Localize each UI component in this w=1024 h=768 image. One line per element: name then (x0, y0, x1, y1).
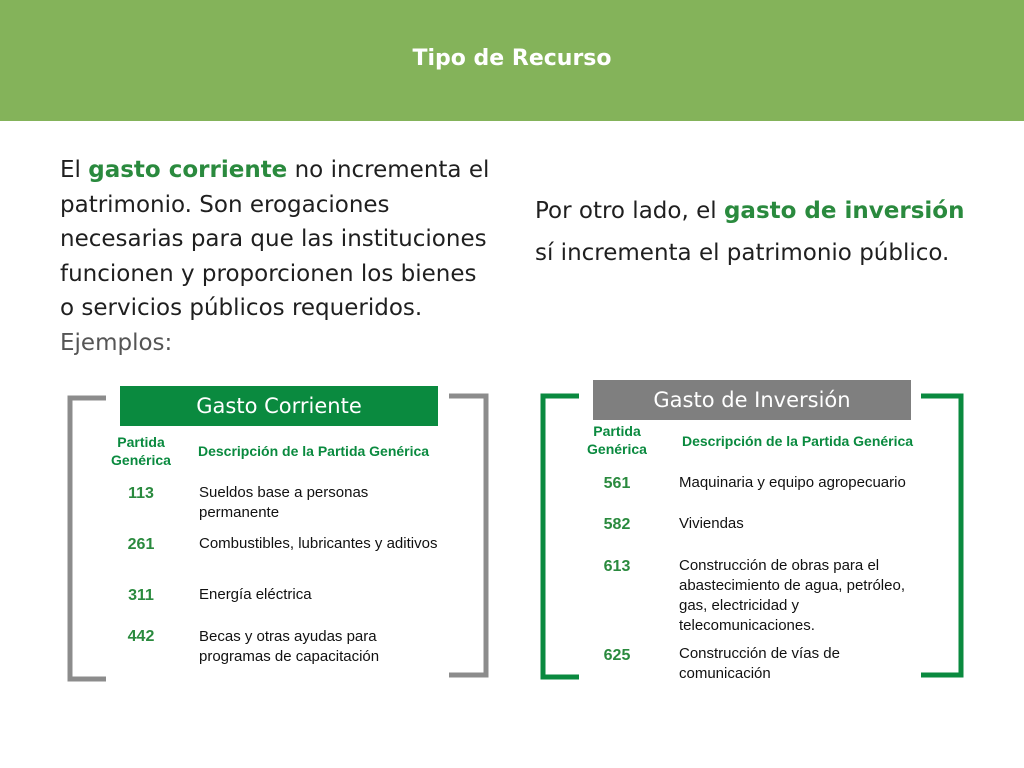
table-row-code: 613 (603, 558, 631, 575)
col-header-descripcion: Descripción de la Partida Genérica (682, 433, 914, 449)
table-row-desc: Sueldos base a personas permanente (199, 484, 369, 521)
gasto-corriente-paragraph (60, 153, 490, 360)
paragraph-text: sí incrementa el patrimonio público. (535, 240, 950, 266)
gasto-inversion-highlight: gasto de inversión (723, 198, 965, 224)
table-row-code: 561 (603, 475, 631, 492)
col-header-partida: Partida Genérica (587, 423, 647, 457)
gasto-corriente-highlight: gasto corriente (88, 157, 288, 183)
gasto-corriente-title: Gasto Corriente (120, 386, 438, 426)
gasto-inversion-title: Gasto de Inversión (593, 380, 911, 420)
header-bar (0, 0, 1024, 121)
table-row-desc: Construcción de vías de comunicación (679, 645, 840, 682)
gasto-inversion-paragraph (535, 190, 985, 274)
table-row-code: 113 (128, 485, 154, 502)
paragraph-text: El (60, 157, 89, 183)
page-title: Tipo de Recurso (412, 46, 612, 71)
table-row-code: 311 (128, 587, 154, 604)
table-row-desc: Construcción de obras para el abastecimiento de agua, petróleo, gas, electricidad y telecomunicaciones. (679, 557, 905, 634)
col-header-partida: Partida Genérica (111, 434, 171, 468)
table-row-desc: Maquinaria y equipo agropecuario (679, 474, 906, 491)
right-bracket-corriente (446, 393, 492, 683)
ejemplos-label: Ejemplos: (60, 329, 173, 356)
table-row-desc: Becas y otras ayudas para programas de capacitación (199, 628, 380, 665)
table-row-code: 582 (603, 516, 631, 533)
col-header-descripcion: Descripción de la Partida Genérica (198, 443, 430, 459)
table-row-code: 261 (127, 536, 155, 553)
table-row-desc: Energía eléctrica (199, 586, 312, 603)
paragraph-text: no incrementa el patrimonio. Son erogaciones necesarias para que las instituciones funcionen y proporcionen los bienes o servicios públicos requeridos. (60, 157, 490, 321)
table-row-desc: Viviendas (679, 515, 744, 532)
paragraph-text: Por otro lado, el (535, 198, 724, 224)
table-row-code: 625 (603, 647, 631, 664)
table-row-code: 442 (127, 628, 155, 645)
table-row-desc: Combustibles, lubricantes y aditivos (199, 535, 438, 552)
